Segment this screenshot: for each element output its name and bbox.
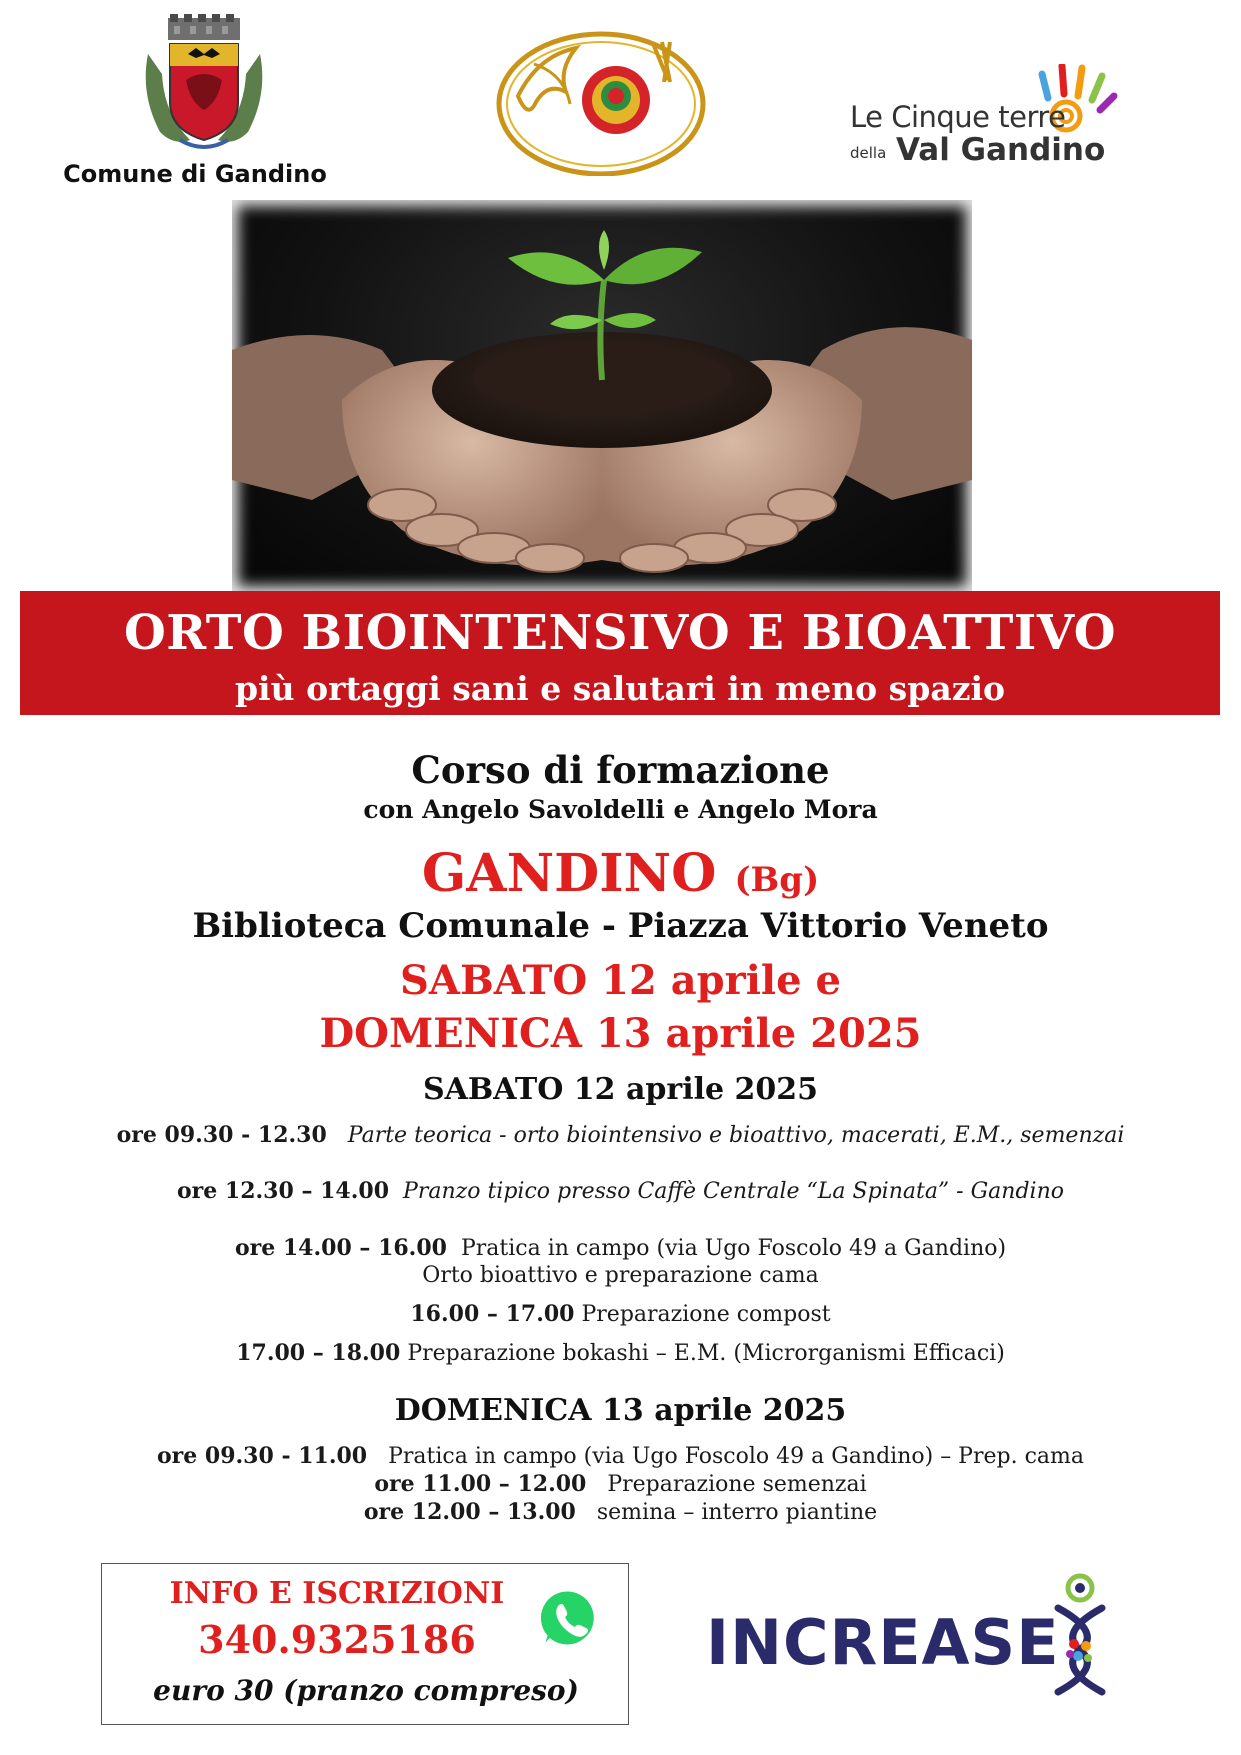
course-teachers: con Angelo Savoldelli e Angelo Mora bbox=[363, 795, 878, 824]
schedule-row bbox=[0, 1471, 1241, 1497]
schedule-desc: Parte teorica - orto biointensivo e bioattivo, macerati, E.M., semenzai bbox=[347, 1123, 1125, 1148]
info-phone[interactable]: 340.9325186 bbox=[198, 1617, 476, 1662]
mais-spinato-logo bbox=[494, 24, 708, 176]
town-heading bbox=[0, 843, 1241, 904]
dna-helix-icon bbox=[1040, 1572, 1120, 1712]
schedule-row bbox=[0, 1235, 1241, 1261]
schedule-time: ore 12.30 – 14.00 bbox=[176, 1178, 390, 1204]
whatsapp-icon bbox=[536, 1586, 602, 1652]
cinque-terre-title: Le Cinque terre bbox=[850, 100, 1066, 134]
schedule-desc: semina – interro piantine bbox=[596, 1500, 878, 1525]
cinque-terre-val-gandino: Val Gandino bbox=[896, 132, 1106, 168]
schedule-row bbox=[0, 1122, 1241, 1148]
venue: Biblioteca Comunale - Piazza Vittorio Veneto bbox=[192, 906, 1049, 946]
hero-photo-hands-seedling bbox=[232, 200, 972, 592]
schedule-desc: Pratica in campo (via Ugo Foscolo 49 a Gandino) – Prep. cama bbox=[388, 1444, 1085, 1469]
schedule-row bbox=[0, 1499, 1241, 1525]
schedule-row-continuation bbox=[0, 1263, 1241, 1288]
cinque-terre-della: della bbox=[850, 144, 887, 162]
schedule-time: ore 12.00 – 13.00 bbox=[363, 1499, 576, 1525]
schedule-desc: Preparazione semenzai bbox=[607, 1472, 867, 1497]
increase-logo bbox=[706, 1572, 1126, 1712]
schedule-desc: Pratica in campo (via Ugo Foscolo 49 a Gandino) bbox=[460, 1236, 1007, 1261]
title-banner bbox=[20, 591, 1220, 715]
sunday-heading: DOMENICA 13 aprile 2025 bbox=[394, 1393, 847, 1428]
schedule-time: ore 11.00 – 12.00 bbox=[374, 1471, 587, 1497]
event-subtitle: più ortaggi sani e salutari in meno spazio bbox=[234, 669, 1006, 708]
schedule-row bbox=[0, 1178, 1241, 1204]
schedule-row bbox=[0, 1443, 1241, 1469]
event-dates-line-2: DOMENICA 13 aprile 2025 bbox=[319, 1010, 922, 1057]
town-name: GANDINO bbox=[421, 843, 717, 904]
schedule-time: 17.00 – 18.00 bbox=[236, 1340, 401, 1366]
schedule-time: 16.00 – 17.00 bbox=[410, 1301, 575, 1327]
comune-label: Comune di Gandino bbox=[63, 160, 327, 188]
cinque-terre-logo bbox=[850, 64, 1120, 174]
event-dates-line-1: SABATO 12 aprile e bbox=[400, 957, 841, 1004]
schedule-row bbox=[0, 1340, 1241, 1366]
schedule-time: ore 09.30 - 11.00 bbox=[156, 1443, 368, 1469]
info-price: euro 30 (pranzo compreso) bbox=[153, 1674, 579, 1707]
increase-wordmark: INCREASE bbox=[706, 1606, 1060, 1679]
schedule-desc: Pranzo tipico presso Caffè Centrale “La Spinata” - Gandino bbox=[403, 1179, 1064, 1204]
event-title: ORTO BIOINTENSIVO E BIOATTIVO bbox=[123, 605, 1117, 661]
schedule-desc: Orto bioattivo e preparazione cama bbox=[422, 1263, 819, 1288]
schedule-desc: Preparazione bokashi – E.M. (Microrganismi Efficaci) bbox=[407, 1341, 1005, 1366]
info-box bbox=[101, 1563, 629, 1725]
comune-di-gandino-coat-of-arms bbox=[140, 14, 268, 154]
schedule-desc: Preparazione compost bbox=[581, 1302, 831, 1327]
course-title: Corso di formazione bbox=[411, 748, 830, 792]
town-province: (Bg) bbox=[734, 860, 820, 900]
saturday-heading: SABATO 12 aprile 2025 bbox=[422, 1072, 819, 1107]
schedule-time: ore 14.00 – 16.00 bbox=[234, 1235, 447, 1261]
info-title: INFO E ISCRIZIONI bbox=[169, 1576, 505, 1611]
schedule-row bbox=[0, 1301, 1241, 1327]
schedule-time: ore 09.30 - 12.30 bbox=[116, 1122, 327, 1148]
